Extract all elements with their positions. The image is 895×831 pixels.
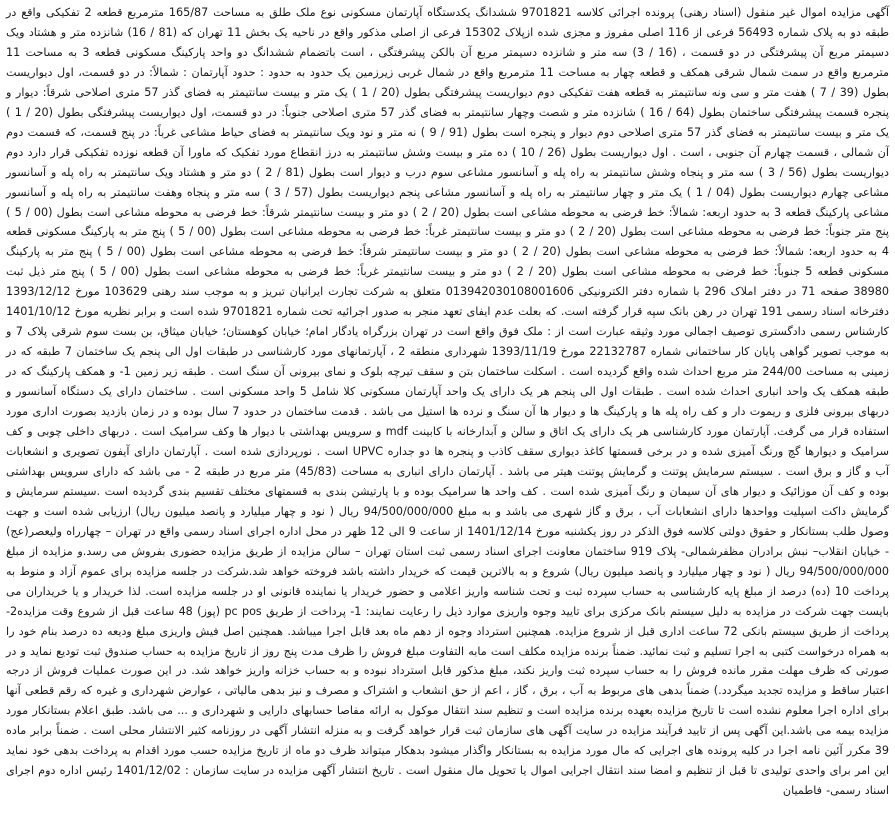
auction-notice-text: آگهی مزایده اموال غیر منقول (اسناد رهنی) پرونده اجرائی کلاسه 9701821 ششدانگ یکدستگاه آپارتمان مسکونی نوع ملک طلق به مساحت 165/87 مترمربع قطعه 2 تفکیکی واقع در طبقه دو به پلاک شماره 56493 فرعی از 116 اصلی مفروز و مجزی شده ازپلاک 15302 فرعی از اصلی مذکور واقع در ناحیه یک بخش 11 تهران که (81 / 16) شانزده متر و هشتاد ویک دسیمتر مربع آن پیشرفتگی در دو قسمت ، (16 / 3) سه متر و شانزده دسیمتر مربع آن بالکن پیشرفتگی ، است باتضمام ششدانگ دو واحد پارکینگ مسکونی قطعه 3 به مساحت 11 مترمربع واقع در سمت شمال شرقی همکف و قطعه چهار به مساحت 11 مترمربع واقع در شمال غربی زیرزمین یک حدود به حدود : حدود آپارتمان : شمالاً: در دو قسمت، اول دیواریست بطول (39 / 7 ) هفت متر و سی ونه سانتیمتر به قطعه هفت تفکیکی دوم دیواریست پیشرفتگی بطول (20 / 1 ) یک متر و بیست سانتیمتر به فضای گذر 57 متری اصلاحی شرقاً: دیوار و پنجره قسمت پیشرفتگی ساختمان بطول (64 / 16 ) شانزده متر و شصت وچهار سانتیمتر به فضای گذر 57 متری اصلاحی جنوباً: در دو قسمت، اول دیواریست پیشرفتگی بطول (20 / 1 ) یک متر و بیست سانتیمتر به فضای گذر 57 متری اصلاحی دوم دیوار و پنجره است بطول (91 / 9 ) نه متر و نود ویک سانتیمتر به فضای حیاط مشاعی غرباً: در پنج قسمت، که قسمت دوم آن شمالی ، قسمت چهارم آن جنوبی ، است . اول دیواریست بطول (26 / 10 ) ده متر و بیست وشش سانتیمتر به درز انقطاع مورد تفکیک که ماورا آن قطعه نوزده تفکیکی قرار دارد دوم دیواریست بطول (56 / 3 ) سه متر و پنجاه وشش سانتیمتر به راه پله و آسانسور مشاعی سوم درب و دیوار است بطول (81 / 2 ) دو متر و هشتاد ویک سانتیمتر به راه پله و آسانسور مشاعی چهارم دیواریست بطول (04 / 1 ) یک متر و چهار سانتیمتر به راه پله و آسانسور مشاعی پنجم دیواریست بطول (57 / 3 ) سه متر و پنجاه وهفت سانتیمتر به راه پله و آسانسور مشاعی پارکینگ قطعه 3 به حدود اربعه: شمالاً: خط فرضی به محوطه مشاعی است بطول (20 / 2 ) دو متر و بیست سانتیمتر شرقاً: خط فرضی به محوطه مشاعی است بطول (00 / 5 ) پنج متر جنوباً: خط فرضی به محوطه مشاعی است بطول (20 / 2 ) دو متر و بیست سانتیمتر غرباً: خط فرضی به محوطه مشاعی است بطول (00 / 5 ) پنج متر به پارکینگ مسکونی قطعه 4 به حدود اربعه: شمالاً: خط فرضی به محوطه مشاعی است بطول (20 / 2 ) دو متر و بیست سانتیمتر شرقاً: خط فرضی به محوطه مشاعی است بطول (00 / 5 ) پنج متر به پارکینگ مسکونی قطعه 5 جنوباً: خط فرضی به محوطه مشاعی است بطول (20 / 2 ) دو متر و بیست سانتیمتر غرباً: خط فرضی به محوطه مشاعی است بطول (00 / 5 ) پنج متر ذیل ثبت 38980 صفحه 71 در دفتر املاک 296 با شماره دفتر الکترونیکی 013942030108001606 متعلق به شرکت تجارت ایرانیان تبریز و به موجب سند رهنی 103629 مورخ 1393/12/12 دفترخانه اسناد رسمی 191 تهران در رهن بانک سپه قرار گرفته است. که بعلت عدم ایفای تعهد منجر به صدور اجرائیه تحت شماره 9701821 شده است و برابر نظریه مورخ 1401/10/12 کارشناس رسمی دادگستری توصیف اجمالی مورد وثیقه عبارت است از : ملک فوق واقع است در تهران بزرگراه یادگار امام؛ خیابان کوهستان؛ خیابان میثاق، بن بست سوم شرقی پلاک 7 و به موجب تصویر گواهی پایان کار ساختمانی شماره 22132787 مورخ 1393/11/19 شهرداری منطقه 2 ، آپارتمانهای مورد کارشناسی در طبقات اول الی پنجم یک ساختمان 7 طبقه که در زمینی به مساحت 244/00 متر مربع احداث شده واقع گردیده است . اسکلت ساختمان بتن و سقف تیرچه بلوک و نمای بیرونی آن سنگ است . طبقه زیر زمین 1- و همکف پارکینگ که در طبقه همکف یک واحد انباری احداث شده است . طبقات اول الی پنجم هر یک دارای یک واحد آپارتمان مسکونی کلا شامل 5 واحد مسکونی است . ساختمان دارای یک دستگاه آسانسور و دربهای بیرونی فلزی و ریموت دار و کف راه پله ها و پارکینگ ها و دیوار ها آن سنگ و نرده ها استیل می باشد . قدمت ساختمان در حدود 7 سال بوده و در زمان بازدید بصورت اداری مورد استفاده قرار می گرفت. آپارتمان مورد کارشناسی هر یک دارای یک اتاق و سالن و آبدارخانه با کابینت mdf و سرویس بهداشتی با دیوار ها وکف سرامیک است . دربهای داخلی چوبی و کف سرامیک و دیوارها گچ ورنگ آمیزی شده و در برخی قسمتها کاغذ دیواری سقف کاذب و پنجره ها دو جداره UPVC است . نورپردازی شده است . آپارتمان دارای آیفون تصویری و انشعابات آب و گاز و برق است . سیستم سرمایش پوتنت و گرمایش پوتنت هیتر می باشد . آپارتمان دارای انباری به مساحت (45/83) متر مربع در طبقه 2 - می باشد که دارای سرویس بهداشتی بوده و کف آن موزائیک و دیوار های آن سیمان و رنگ آمیزی شده است . کف واحد ها سرامیک بوده و با پارتیشن بندی به قسمتهای مختلف تقسیم بندی گردیده است .سیستم سرمایش و گرمایش داکت اسپلیت وواحدها دارای انشعابات آب ، برق و گاز شهری می باشد و به مبلغ 94/500/000/000 ریال ( نود و چهار میلیارد و پانصد میلیون ریال) ارزیابی شده است و جهت وصول طلب بستانکار و حقوق دولتی کلاسه فوق الذکر در روز یکشنبه مورخ 1401/12/14 از ساعت 9 الی 12 ظهر در محل اداره اجرای اسناد رسمی واقع در تهران – چهارراه ولیعصر(عج) - خیابان انقلاب– نبش برادران مظفرشمالی- پلاک 919 ساختمان معاونت اجرای اسناد رسمی ثبت استان تهران – سالن مزایده از طریق مزایده حضوری بفروش می رسد.و مزایده از مبلغ 94/500/000/000 ریال ( نود و چهار میلیارد و پانصد میلیون ریال) شروع و به بالاترین قیمت که خریدار داشته باشد فروخته خواهد شد.شرکت در جلسه مزایده برای عموم آزاد و منوط به پرداخت 10 (ده) درصد از مبلغ پایه کارشناسی به حساب سپرده ثبت و تحت شناسه واریز اعلامی و حضور خریدار یا نماینده قانونی او در جلسه مزایده است. لذا خریدار و یا خریداران می بایست جهت شرکت در مزایده به دلیل سیستم بانک مرکزی برای تایید وجوه واریزی موارد ذیل را رعایت نمایند: 1- پرداخت از طریق pc pos (پوز) 48 ساعت قبل از شروع وقت مزایده2- پرداخت از طریق سیستم بانکی 72 ساعت اداری قبل از شروع مزایده. همچنین استرداد وجوه از دهم ماه بعد قابل اجرا میباشد. همچنین اصل فیش واریزی مبلغ ودیعه ده درصد بنام خود را به همراه درخواست کتبی به اجرا تسلیم و ثبت نمائید. ضمناً برنده مزایده مکلف است مابه التفاوت مبلغ فروش را ظرف مدت پنج روز از تاریخ مزایده به حساب صندوق ثبت تودیع نماید و در صورتی که ظرف مهلت مقرر مانده فروش را به حساب سپرده ثبت واریز نکند، مبلغ مذکور قابل استرداد نبوده و به حساب خزانه واریز خواهد شد. در این صورت عملیات فروش از درجه اعتبار ساقط و مزایده تجدید میگردد.) ضمناً بدهی های مربوط به آب ، برق ، گاز ، اعم از حق انشعاب و اشتراک و مصرف و نیز بدهی مالیاتی ، عوارض شهرداری و غیره که رقم قطعی آنها برای اداره اجرا معلوم نشده است تا تاریخ مزایده بعهده برنده مزایده است و تنظیم سند انتقال موکول به ارائه مفاصا حسابهای دارایی و شهرداری و ... می باشد. طبق اعلام بستانکار مورد مزایده بیمه می باشد.این آگهی پس از تایید فرآیند مزایده در سایت آگهی های سازمان ثبت قرار خواهد گرفت و به منزله انتشار آگهی در روزنامه کثیر الانتشار محلی است . ضمناً برابر ماده 39 مکرر آئین نامه اجرا در کلیه پرونده های اجرایی که مال مورد مزایده به بستانکار واگذار میشود بدهکار میتواند ظرف دو ماه از تاریخ مزایده حسب مورد اقدام به پرداخت بدهی خود نماید این امر برای واحدی تولیدی تا قبل از تنظیم و امضا سند انتقال اجرایی اموال یا تحویل مال منقول است . تاریخ انتشار آگهی مزایده در سایت سازمان : 1401/12/02 رئیس اداره دوم اجرای اسناد رسمی- فاطمیان [6,6,890,798]
